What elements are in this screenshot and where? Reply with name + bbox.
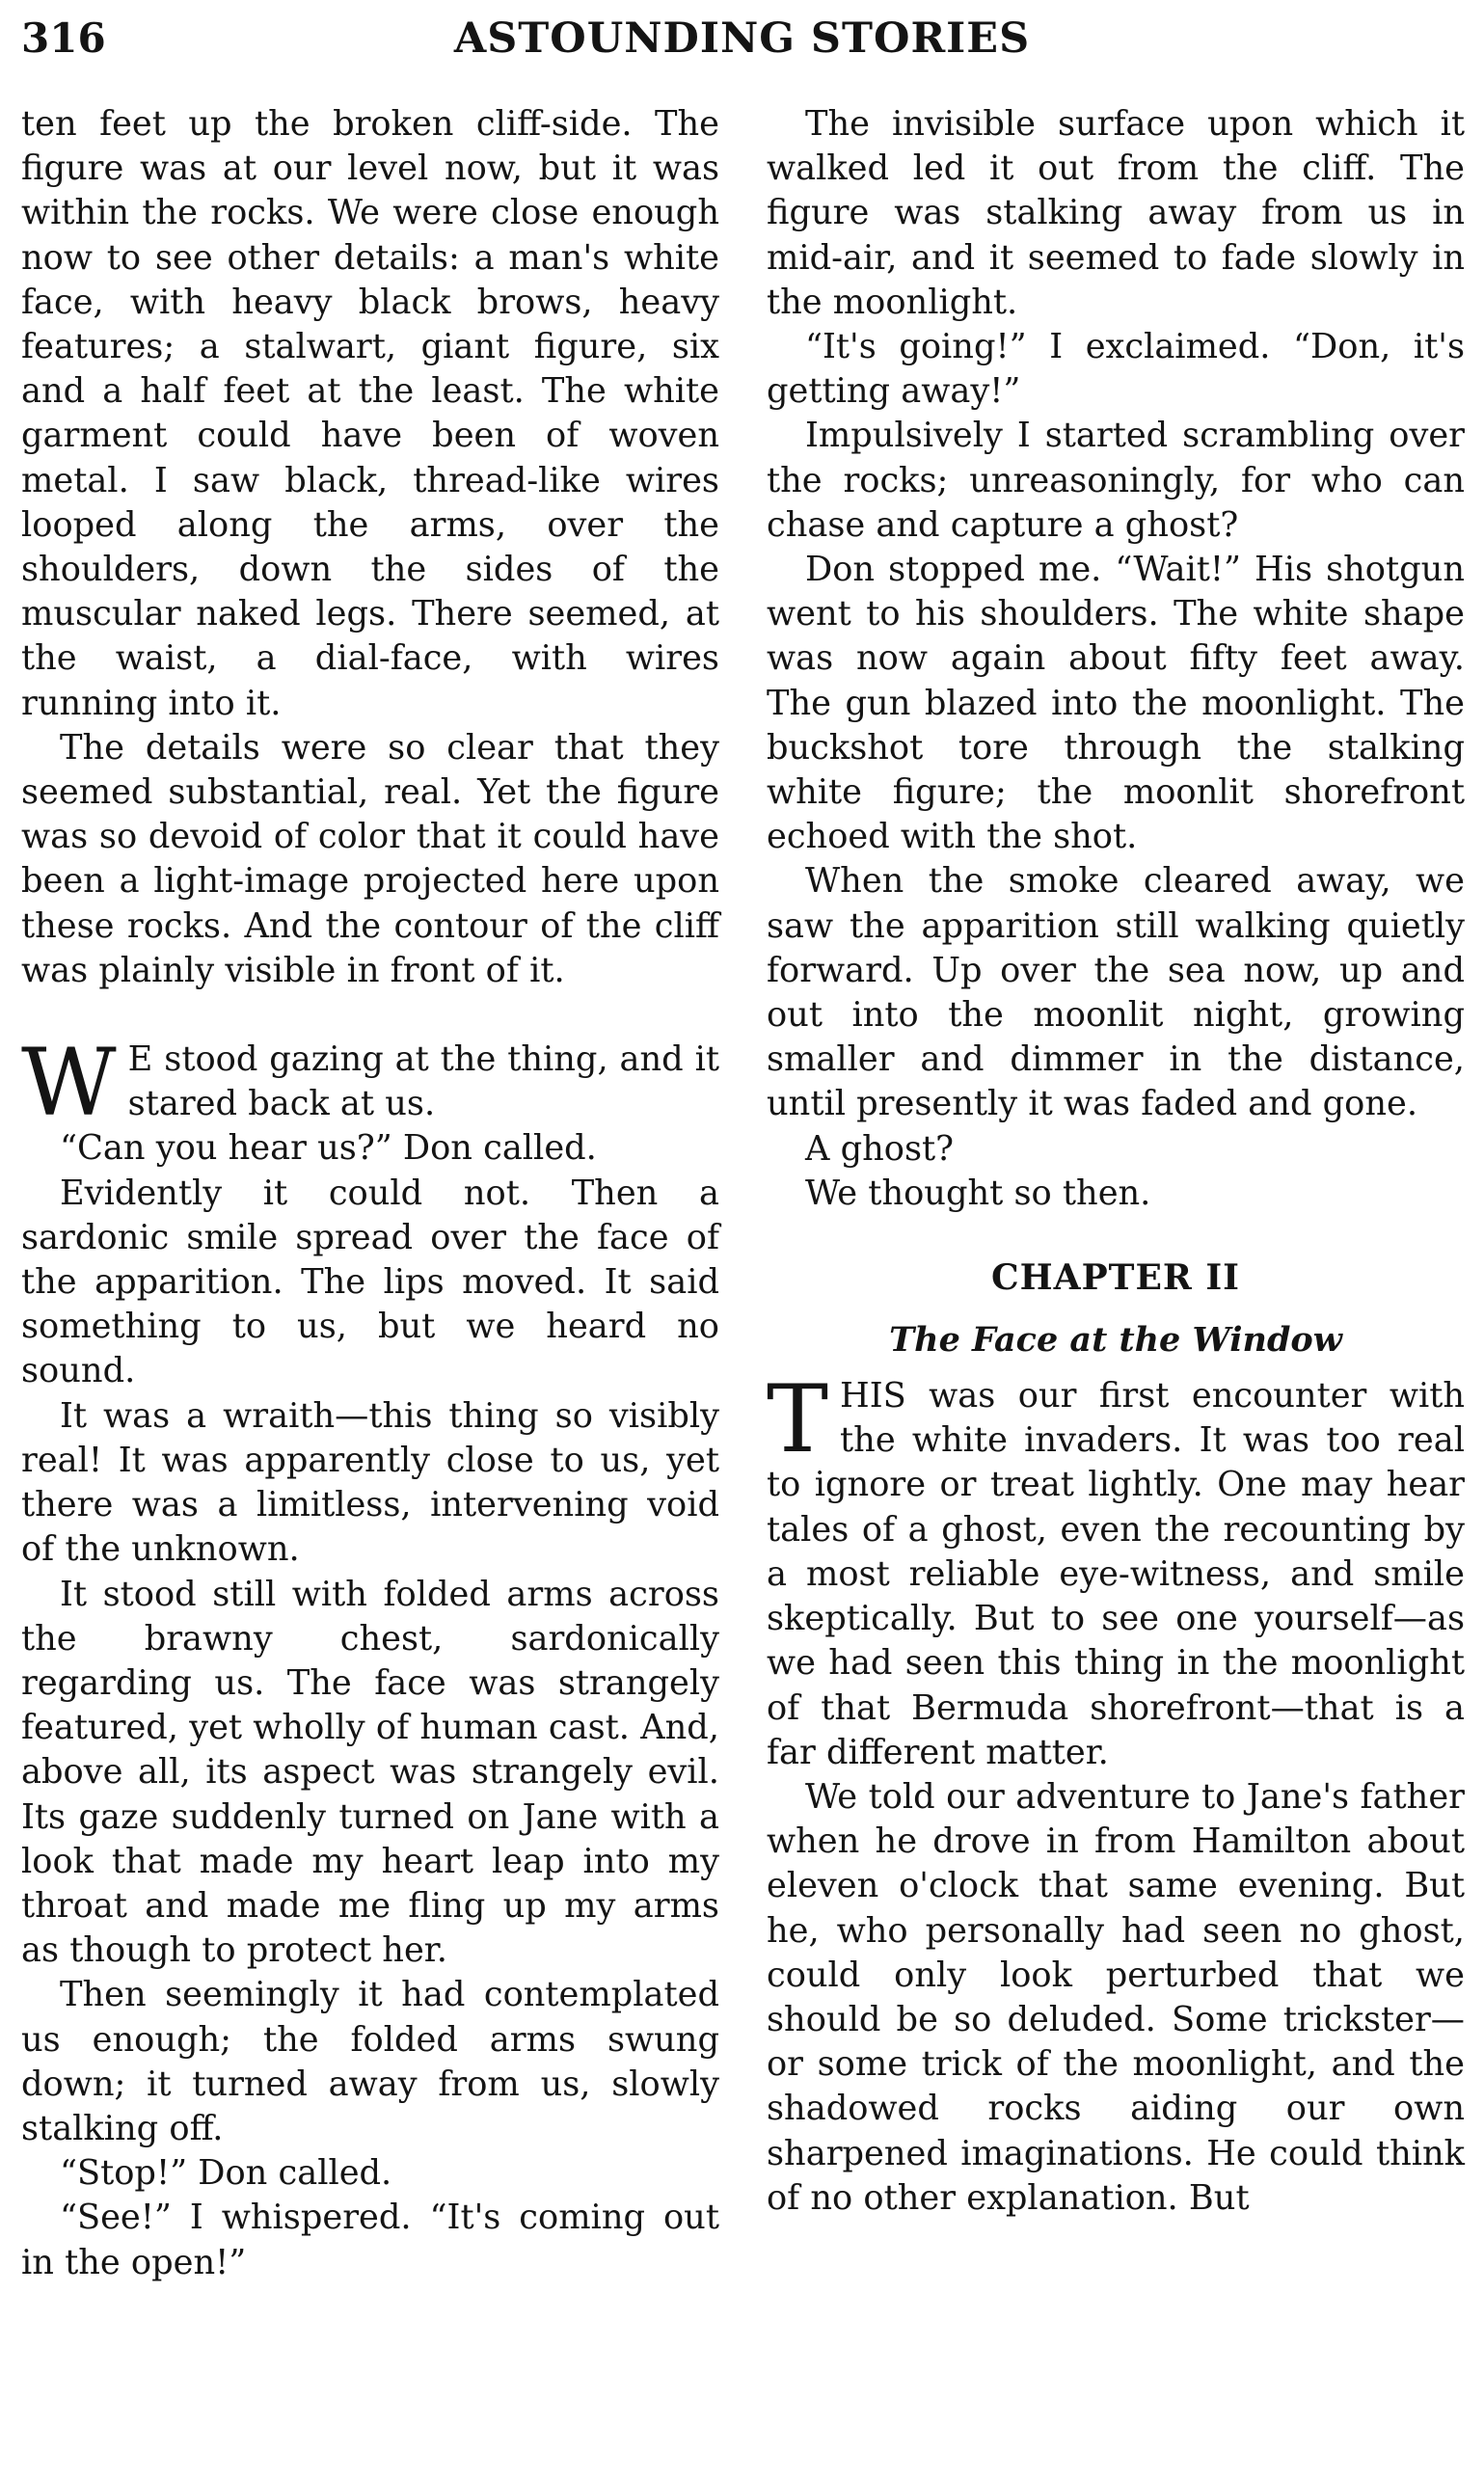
paragraph: Then seemingly it had contemplated us enough; the folded arms swung down; it turned away from us, slowly stalking off. bbox=[21, 1975, 719, 2148]
paragraph: We told our adventure to Jane's father when he drove in from Hamilton about eleven o'clock that same evening. But he, who personally had seen no ghost, could only look perturbed that we should be so deluded. Some trickster—or some trick of the moonlight, and the shadowed rocks aiding our own sharpened imaginations. He could think of no other explanation. But bbox=[767, 1776, 1465, 2218]
page-number: 316 bbox=[21, 14, 106, 62]
paragraph-text: E stood gazing at the thing, and it stared back at us. bbox=[127, 1039, 719, 1124]
paragraph-with-dropcap bbox=[767, 1365, 1465, 1775]
section-break bbox=[21, 993, 719, 1038]
paragraph: Impulsively I started scrambling over the rocks; unreasoningly, for who can chase and capture a ghost? bbox=[767, 416, 1465, 545]
paragraph: The invisible surface upon which it walked led it out from the cliff. The figure was stalking away from us in mid-air, and it seemed to fade slowly in the moonlight. bbox=[767, 104, 1465, 322]
paragraph: It was a wraith—this thing so visibly real! It was apparently close to us, yet there was a limitless, intervening void of the unknown. bbox=[21, 1395, 719, 1570]
paragraph: “Can you hear us?” Don called. bbox=[60, 1128, 597, 1169]
paragraph: “Stop!” Don called. bbox=[60, 2153, 392, 2194]
paragraph: “See!” I whispered. “It's coming out in the open!” bbox=[21, 2198, 719, 2282]
paragraph: “It's going!” I exclaimed. “Don, it's getting away!” bbox=[767, 327, 1465, 412]
paragraph: It stood still with folded arms across the brawny chest, sardonically regarding us. The face was strangely featured, yet wholly of human cast. And, above all, its aspect was strangely evil. Its gaze suddenly turned on Jane with a look that made my heart leap into my throat and made me fling up my arms as though to protect her. bbox=[21, 1574, 719, 1971]
paragraph: The details were so clear that they seemed substantial, real. Yet the figure was so devoid of color that it could have been a light-image projected here upon these rocks. And the contour of the cliff was plainly visible in front of it. bbox=[21, 727, 719, 990]
chapter-subtitle: The Face at the Window bbox=[889, 1320, 1342, 1361]
paragraph: We thought so then. bbox=[805, 1173, 1151, 1213]
paragraph: A ghost? bbox=[805, 1128, 955, 1169]
paragraph: When the smoke cleared away, we saw the apparition still walking quietly forward. Up over the sea now, up and out into the moonlit night, growing smaller and dimmer in the distance, until presently it was faded and gone. bbox=[767, 861, 1465, 1124]
paragraph-with-dropcap bbox=[21, 1029, 719, 1138]
paragraph: Evidently it could not. Then a sardonic smile spread over the face of the apparition. The lips moved. It said something to us, but we heard no sound. bbox=[21, 1173, 719, 1391]
paragraph: Don stopped me. “Wait!” His shotgun went to his shoulders. The white shape was now again about fifty feet away. The gun blazed into the moonlight. The buckshot tore through the stalking white figure; the moonlit shorefront echoed with the shot. bbox=[767, 550, 1465, 857]
running-title: ASTOUNDING STORIES bbox=[453, 14, 1031, 63]
paragraph: ten feet up the broken cliff-side. The figure was at our level now, but it was within the rocks. We were close enough now to see other details: a man's white face, with heavy black brows, heavy features; a stalwart, giant figure, six and a half feet at the least. The white garment could have been of woven metal. I saw black, thread-like wires looped along the arms, over the shoulders, down the sides of the muscular naked legs. There seemed, at the waist, a dial-face, with wires running into it. bbox=[21, 104, 719, 723]
paragraph-text: HIS was our first encounter with the white invaders. It was too real to ignore or treat lightly. One may hear tales of a ghost, even the recounting by a most reliable eye-witness, and smile skeptically. But to see one yourself—as we had seen this thing in the moonlight of that Bermuda shorefront—that is a far different matter. bbox=[767, 1376, 1465, 1772]
chapter-title: CHAPTER II bbox=[990, 1257, 1241, 1299]
section-break bbox=[767, 1216, 1465, 1254]
drop-cap-letter: W bbox=[21, 1029, 117, 1138]
left-column bbox=[21, 102, 719, 2285]
drop-cap-letter: T bbox=[767, 1365, 829, 1474]
right-column bbox=[767, 102, 1465, 2221]
page-header bbox=[0, 12, 1484, 69]
